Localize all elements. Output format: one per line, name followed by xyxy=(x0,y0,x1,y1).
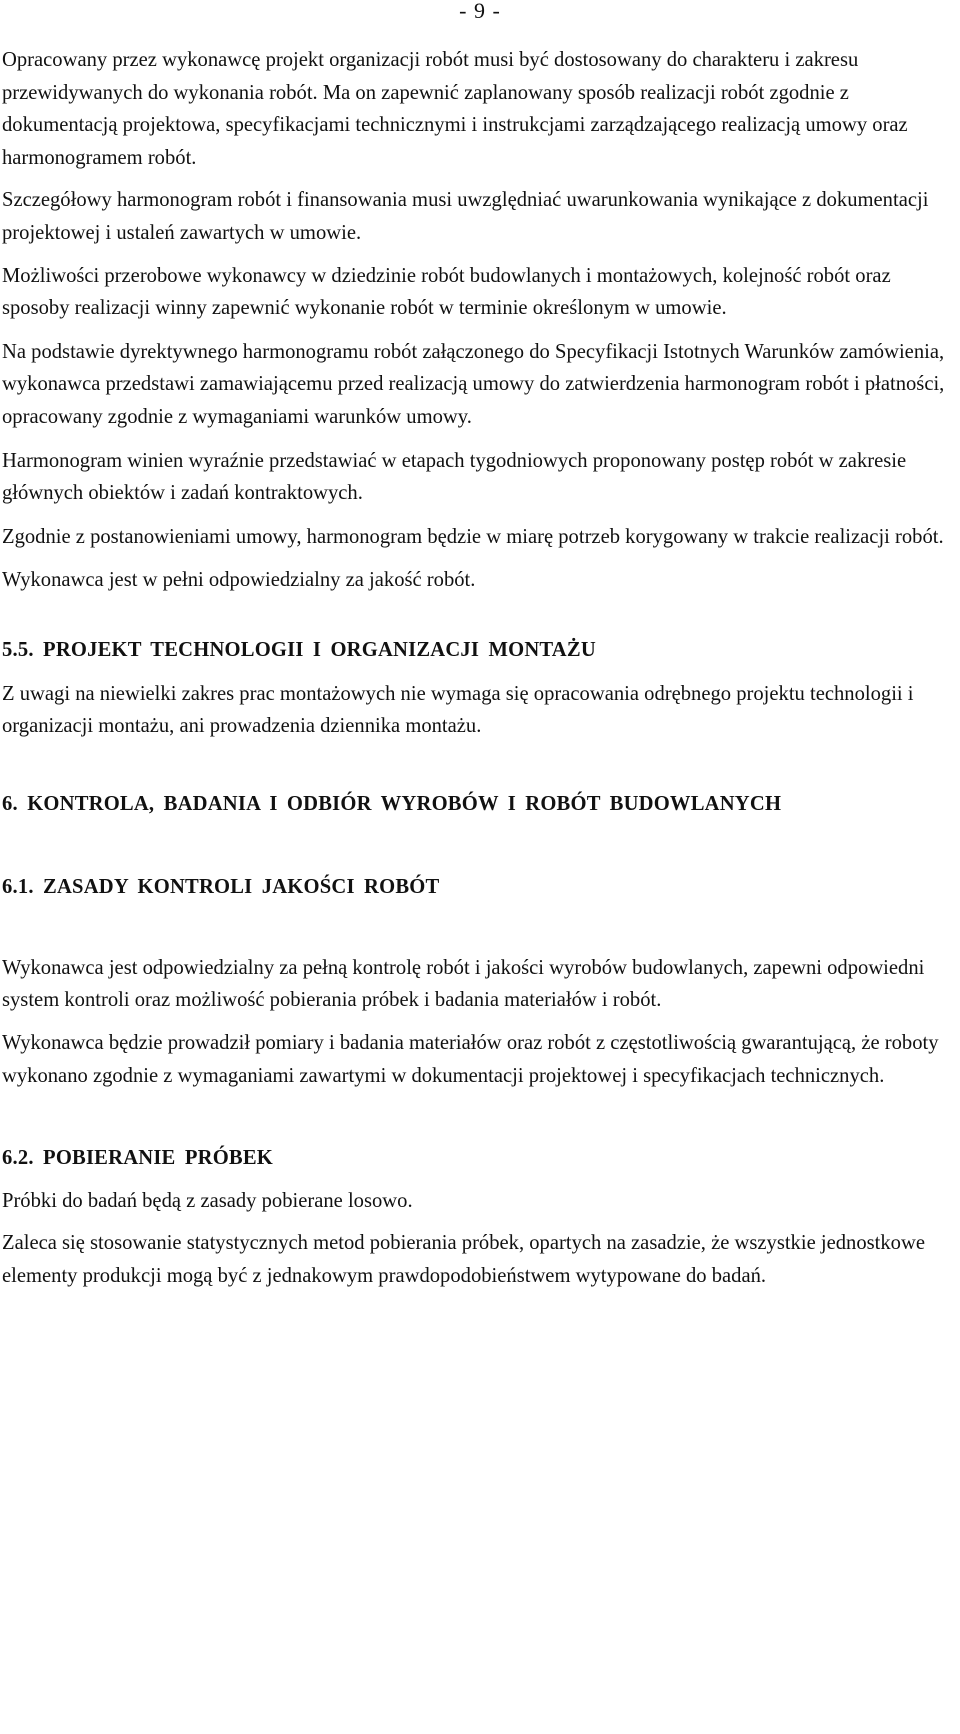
paragraph-detailed-schedule: Szczegółowy harmonogram robót i finansowania musi uwzględniać uwarunkowania wynikające z dokumentacji projektowej i ustaleń zawartych w umowie. xyxy=(2,189,929,244)
paragraph-weekly-stages: Harmonogram winien wyraźnie przedstawiać w etapach tygodniowych proponowany postęp robót w zakresie głównych obiektów i zadań kontraktowych. xyxy=(2,449,907,505)
paragraph-assembly-technology: Z uwagi na niewielki zakres prac montażowych nie wymaga się opracowania odrębnego projektu technologii i organizacji montażu, ani prowadzenia dziennika montażu. xyxy=(2,682,914,738)
heading-5-5: 5.5. PROJEKT TECHNOLOGII I ORGANIZACJI MONTAŻU xyxy=(2,638,596,661)
paragraph-quality-responsibility: Wykonawca jest w pełni odpowiedzialny za jakość robót. xyxy=(2,569,476,592)
paragraph-project-organization: Opracowany przez wykonawcę projekt organizacji robót musi być dostosowany do charakteru i zakresu przewidywanych do wykonania robót. Ma on zapewnić zaplanowany sposób realizacji robót zgodnie z dokumentacją projektowa, specyfikacjami technicznymi i instrukcjami zarządzającego realizacją umowy oraz harmonogramem robót. xyxy=(2,49,908,169)
paragraph-schedule-corrections: Zgodnie z postanowieniami umowy, harmonogram będzie w miarę potrzeb korygowany w trakcie realizacji robót. xyxy=(2,525,944,548)
paragraph-statistical-methods: Zaleca się stosowanie statystycznych metod pobierania próbek, opartych na zasadzie, że wszystkie jednostkowe elementy produkcji mogą być z jednakowym prawdopodobieństwem wytypowane do badań. xyxy=(2,1232,925,1288)
paragraph-measurements: Wykonawca będzie prowadził pomiary i badania materiałów oraz robót z częstotliwością gwarantującą, że roboty wykonano zgodnie z wymaganiami zawartymi w dokumentacji projektowej i specyfikacjach technicznych. xyxy=(2,1032,939,1087)
paragraph-directive-schedule: Na podstawie dyrektywnego harmonogramu robót załączonego do Specyfikacji Istotnych Warunków zamówienia, wykonawca przedstawi zamawiającemu przed realizacją umowy do zatwierdzenia harmonogram robót i płatności, opracowany zgodnie z wymaganiami warunków umowy. xyxy=(2,340,945,428)
page-number: - 9 - xyxy=(459,0,501,23)
paragraph-quality-control: Wykonawca jest odpowiedzialny za pełną kontrolę robót i jakości wyrobów budowlanych, zapewni odpowiedni system kontroli oraz możliwość pobierania próbek i badania materiałów i robót. xyxy=(2,956,925,1012)
heading-6-1: 6.1. ZASADY KONTROLI JAKOŚCI ROBÓT xyxy=(2,876,440,899)
paragraph-contractor-capacity: Możliwości przerobowe wykonawcy w dziedzinie robót budowlanych i montażowych, kolejność robót oraz sposoby realizacji winny zapewnić wykonanie robót w terminie określonym w umowie. xyxy=(2,264,891,320)
heading-6: 6. KONTROLA, BADANIA I ODBIÓR WYROBÓW I ROBÓT BUDOWLANYCH xyxy=(2,792,782,815)
paragraph-random-sampling: Próbki do badań będą z zasady pobierane losowo. xyxy=(2,1189,413,1212)
document-body xyxy=(2,44,954,1293)
heading-6-2: 6.2. POBIERANIE PRÓBEK xyxy=(2,1147,273,1170)
